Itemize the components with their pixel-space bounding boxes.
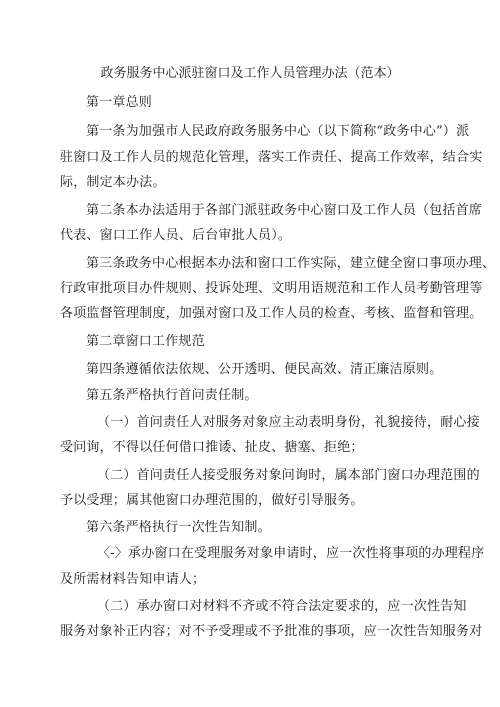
chapter-heading-general: 第一章总则 (86, 95, 153, 110)
paragraph-line: （二）承办窗口对材料不齐或不符合法定要求的，应一次性告知 (97, 599, 467, 614)
paragraph-line: 行政审批项目办件规则、投诉处理、文明用语规范和工作人员考勤管理等 (60, 281, 483, 296)
paragraph-line: （二）首问责任人接受服务对象问询时，属本部门窗口办理范围的 (97, 468, 480, 483)
document-title: 政务服务中心派驻窗口及工作人员管理办法（范本） (100, 66, 400, 81)
paragraph-line: 第一条为加强市人民政府政务服务中心（以下简称“政务中心”）派 (86, 124, 470, 139)
paragraph-line: 服务对象补正内容；对不予受理或不予批准的事项，应一次性告知服务对 (60, 624, 483, 639)
paragraph-line: 第二条本办法适用于各部门派驻政务中心窗口及工作人员（包括首席 (86, 203, 483, 218)
paragraph-line: 代表、窗口工作人员、后台审批人员）。 (60, 228, 292, 243)
paragraph-line: 驻窗口及工作人员的规范化管理，落实工作责任、提高工作效率，结合实 (60, 150, 483, 165)
paragraph-line: 第四条遵循依法依规、公开透明、便民高效、清正廉洁原则。 (86, 362, 443, 377)
paragraph-line: （一）首问责任人对服务对象应主动表明身份，礼貌接待，耐心接 (97, 415, 480, 430)
paragraph-line: 受问询，不得以任何借口推诿、扯皮、搪塞、拒绝； (60, 440, 364, 455)
paragraph-line: 际，制定本办法。 (60, 175, 166, 190)
paragraph-line: 及所需材料告知申请人； (60, 572, 206, 587)
paragraph-line: 第三条政务中心根据本办法和窗口工作实际，建立健全窗口事项办理、 (86, 256, 496, 271)
paragraph-line: 予以受理；属其他窗口办理范围的，做好引导服务。 (60, 493, 364, 508)
paragraph-line: 第六条严格执行一次性告知制。 (86, 520, 271, 535)
paragraph-line: 各项监督管理制度，加强对窗口及工作人员的检查、考核、监督和管理。 (60, 306, 483, 321)
paragraph-line: 〈-〉承办窗口在受理服务对象申请时，应一次性将事项的办理程序 (97, 546, 485, 561)
chapter-heading-window-rules: 第二章窗口工作规范 (86, 334, 205, 349)
paragraph-line: 第五条严格执行首问责任制。 (86, 388, 258, 403)
